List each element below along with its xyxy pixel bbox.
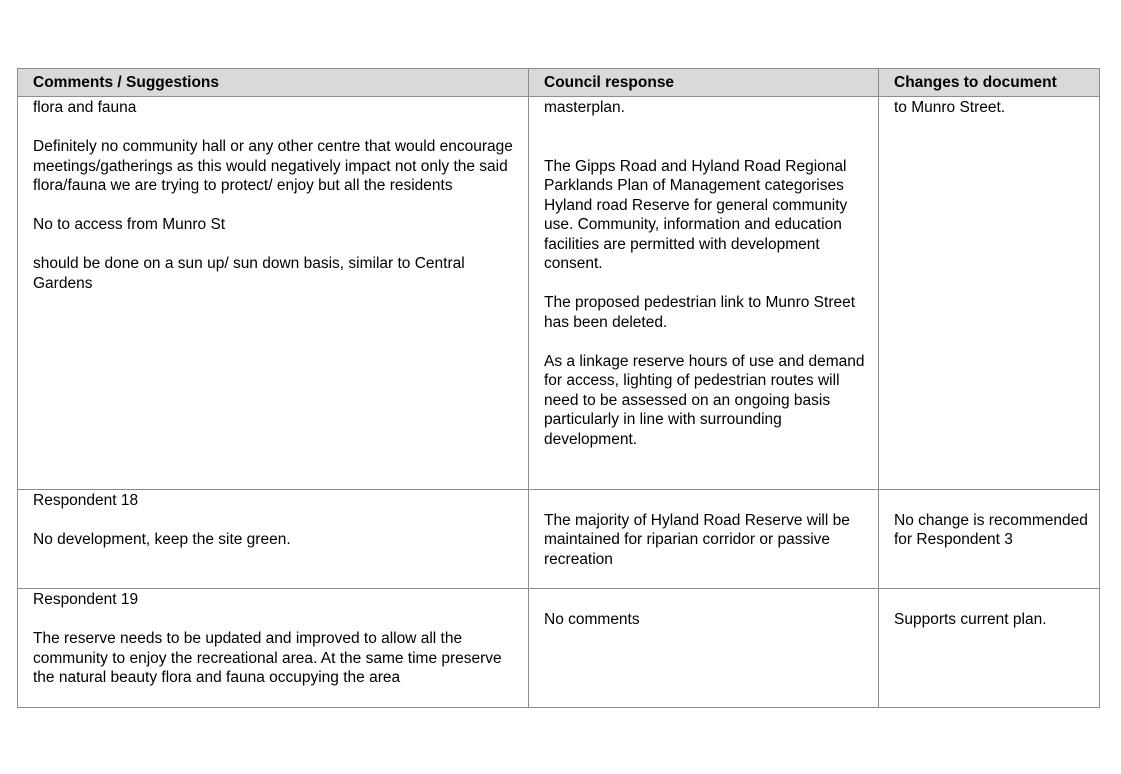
changes-paragraph: to Munro Street. [894, 99, 1006, 116]
response-cell [529, 490, 879, 589]
response-paragraph: No comments [544, 610, 640, 628]
changes-paragraph: No change is recommended for Respondent 3 [894, 511, 1088, 548]
table-row [18, 490, 1100, 589]
response-paragraph: As a linkage reserve hours of use and demand for access, lighting of pedestrian routes will need to be assessed on an ongoing basis particularly in line with surrounding development. [544, 352, 865, 448]
response-paragraph: The proposed pedestrian link to Munro Street has been deleted. [544, 294, 856, 331]
response-paragraph: The majority of Hyland Road Reserve will be maintained for riparian corridor or passive recreation [544, 511, 850, 568]
header-council-response: Council response [529, 69, 879, 97]
table-row [18, 589, 1100, 708]
response-paragraph: The Gipps Road and Hyland Road Regional Parklands Plan of Management categorises Hyland road Reserve for general community use. Community, information and education facilities are permitted with development consent. [544, 157, 848, 272]
comment-paragraph: The reserve needs to be updated and improved to allow all the community to enjoy the recreational area. At the same time preserve the natural beauty flora and fauna occupying the area [33, 630, 502, 686]
comment-paragraph: No to access from Munro St [33, 216, 226, 233]
changes-cell [879, 589, 1100, 708]
response-cell [529, 589, 879, 708]
consultation-table [17, 68, 1100, 708]
comments-cell [18, 589, 529, 708]
response-cell [529, 97, 879, 490]
response-paragraph: masterplan. [544, 99, 625, 116]
respondent-label: Respondent 19 [33, 591, 139, 608]
header-comments: Comments / Suggestions [18, 69, 529, 97]
table-row [18, 97, 1100, 490]
header-row [18, 69, 1100, 97]
changes-cell [879, 490, 1100, 589]
comments-cell [18, 490, 529, 589]
comment-paragraph: flora and fauna [33, 99, 137, 116]
comment-paragraph: Definitely no community hall or any other centre that would encourage meetings/gatherings as this would negatively impact not only the said flora/fauna we are trying to protect/ enjoy but all the residents [33, 138, 513, 194]
respondent-label: Respondent 18 [33, 492, 139, 509]
header-changes: Changes to document [879, 69, 1100, 97]
changes-paragraph: Supports current plan. [894, 610, 1047, 628]
comment-paragraph: should be done on a sun up/ sun down basis, similar to Central Gardens [33, 255, 465, 292]
changes-cell [879, 97, 1100, 490]
comment-paragraph: No development, keep the site green. [33, 531, 291, 548]
comments-cell [18, 97, 529, 490]
